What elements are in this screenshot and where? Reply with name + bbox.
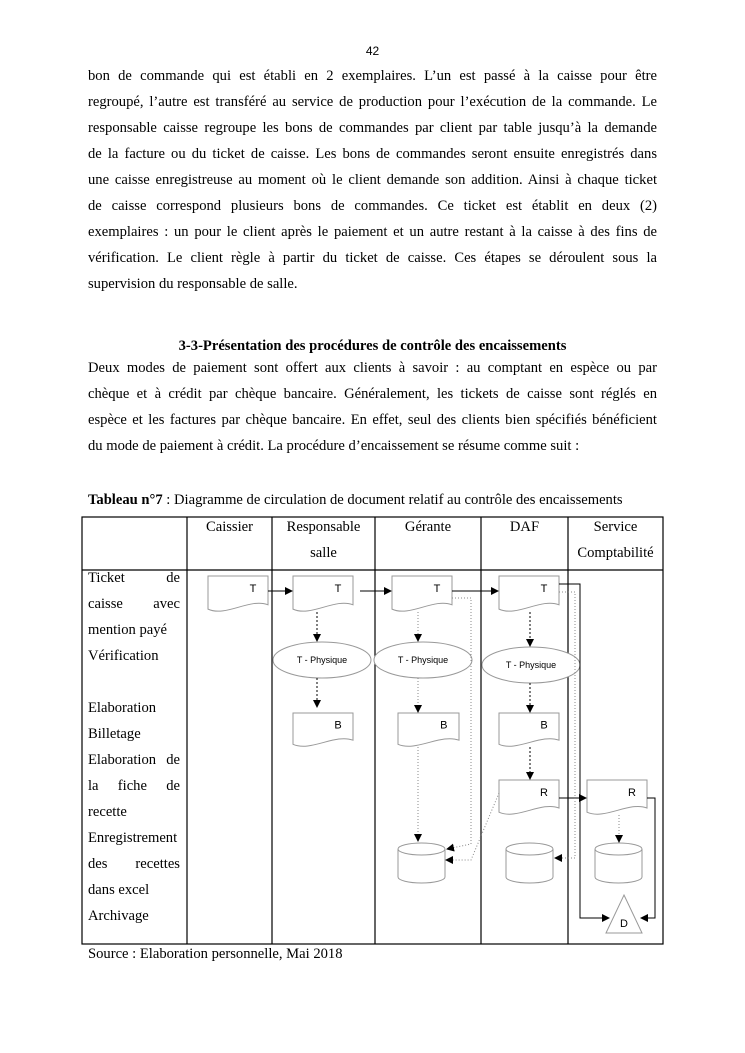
database-cylinder — [595, 843, 642, 883]
billetage-document — [398, 713, 459, 746]
step-label: dans excel — [88, 882, 150, 898]
column-header-daf: DAF — [509, 519, 540, 535]
text-line: vérification. Le client règle à partir du ticket de caisse. Ces étapes se déroulent sous la — [88, 250, 657, 266]
text-line: chèque et à crédit par chèque bancaire. Généralement, les tickets de caisse sont réglés en — [88, 386, 657, 402]
text-line: espèce et les factures par chèque bancaire. En effet, seul des clients bien spécifiés bénéficient — [88, 412, 657, 428]
ticket-document-label: T — [540, 583, 548, 596]
recette-document-label: R — [540, 786, 548, 799]
physique-label: T - Physique — [397, 655, 449, 665]
ticket-document-label: T — [249, 583, 257, 596]
step-label: Billetage — [88, 726, 141, 742]
text-line: regroupé, l’autre est transféré au service de production pour l’exécution de la commande. Le — [88, 94, 657, 110]
column-header-caissier: Caissier — [205, 519, 254, 535]
ticket-document-label: T — [334, 583, 342, 596]
table-source: Source : Elaboration personnelle, Mai 2018 — [88, 946, 343, 962]
recette-document-label: R — [628, 786, 636, 799]
step-label: des recettes — [88, 856, 180, 872]
caption-label: Tableau n°7 — [88, 492, 163, 508]
text-line: du mode de paiement à crédit. La procédure d’encaissement se résume comme suit : — [88, 438, 580, 454]
recette-document — [587, 780, 647, 814]
physique-label: T - Physique — [296, 655, 348, 665]
step-label: recette — [88, 804, 127, 820]
step-label: Elaboration de — [88, 752, 180, 768]
billetage-document — [499, 713, 559, 746]
text-line: Deux modes de paiement sont offert aux clients à savoir : au comptant en espèce ou par — [88, 360, 657, 376]
column-header-gérante: Gérante — [404, 519, 452, 535]
step-label — [88, 674, 180, 692]
caption-text: : Diagramme de circulation de document relatif au contrôle des encaissements — [162, 492, 623, 508]
step-label: Archivage — [88, 908, 149, 924]
recette-document — [499, 780, 559, 814]
text-line: exemplaires : un pour le client après le paiement et un autre restant à la caisse à des fins de — [88, 224, 657, 240]
step-label: mention payé — [88, 622, 168, 638]
step-label: Elaboration — [88, 700, 157, 716]
text-line: bon de commande qui est établi en 2 exemplaires. L’un est passé à la caisse pour être — [88, 68, 657, 84]
step-label: Enregistrement — [88, 830, 178, 846]
physique-label: T - Physique — [505, 660, 557, 670]
column-header-line2: Comptabilité — [577, 545, 654, 561]
billetage-document — [293, 713, 353, 746]
text-line: de la facture ou du ticket de caisse. Les bons de commandes seront ensuite enregistrés dans — [88, 146, 657, 162]
ticket-document — [208, 576, 268, 611]
ticket-document-label: T — [433, 583, 441, 596]
archive-label: D — [620, 918, 628, 930]
database-cylinder — [506, 843, 553, 883]
text-line: supervision du responsable de salle. — [88, 276, 298, 292]
step-label: caisse avec — [88, 596, 180, 612]
text-line: responsable caisse regroupe les bons de commandes par client par table jusqu’à la demande — [88, 120, 657, 136]
column-header-responsable: Responsable — [286, 519, 361, 535]
text-line: une caisse enregistreuse au moment où le client demande son addition. Ainsi à chaque ticket — [88, 172, 657, 188]
column-header-line2: salle — [310, 545, 337, 561]
ticket-document — [499, 576, 559, 611]
ticket-document — [392, 576, 452, 611]
billetage-document-label: B — [440, 719, 448, 732]
page-number: 42 — [365, 44, 380, 58]
step-label: Vérification — [88, 648, 159, 664]
billetage-document-label: B — [334, 719, 342, 732]
text-line: de caisse correspond plusieurs bons de commandes. Ce ticket est établit en deux (2) — [88, 198, 657, 214]
ticket-document — [293, 576, 353, 611]
column-header-service: Service — [593, 519, 638, 535]
step-label: la fiche de — [88, 778, 180, 794]
step-label: Ticket de — [88, 570, 180, 586]
section-heading: 3-3-Présentation des procédures de contrôle des encaissements — [178, 338, 567, 354]
billetage-document-label: B — [540, 719, 548, 732]
database-cylinder — [398, 843, 445, 883]
